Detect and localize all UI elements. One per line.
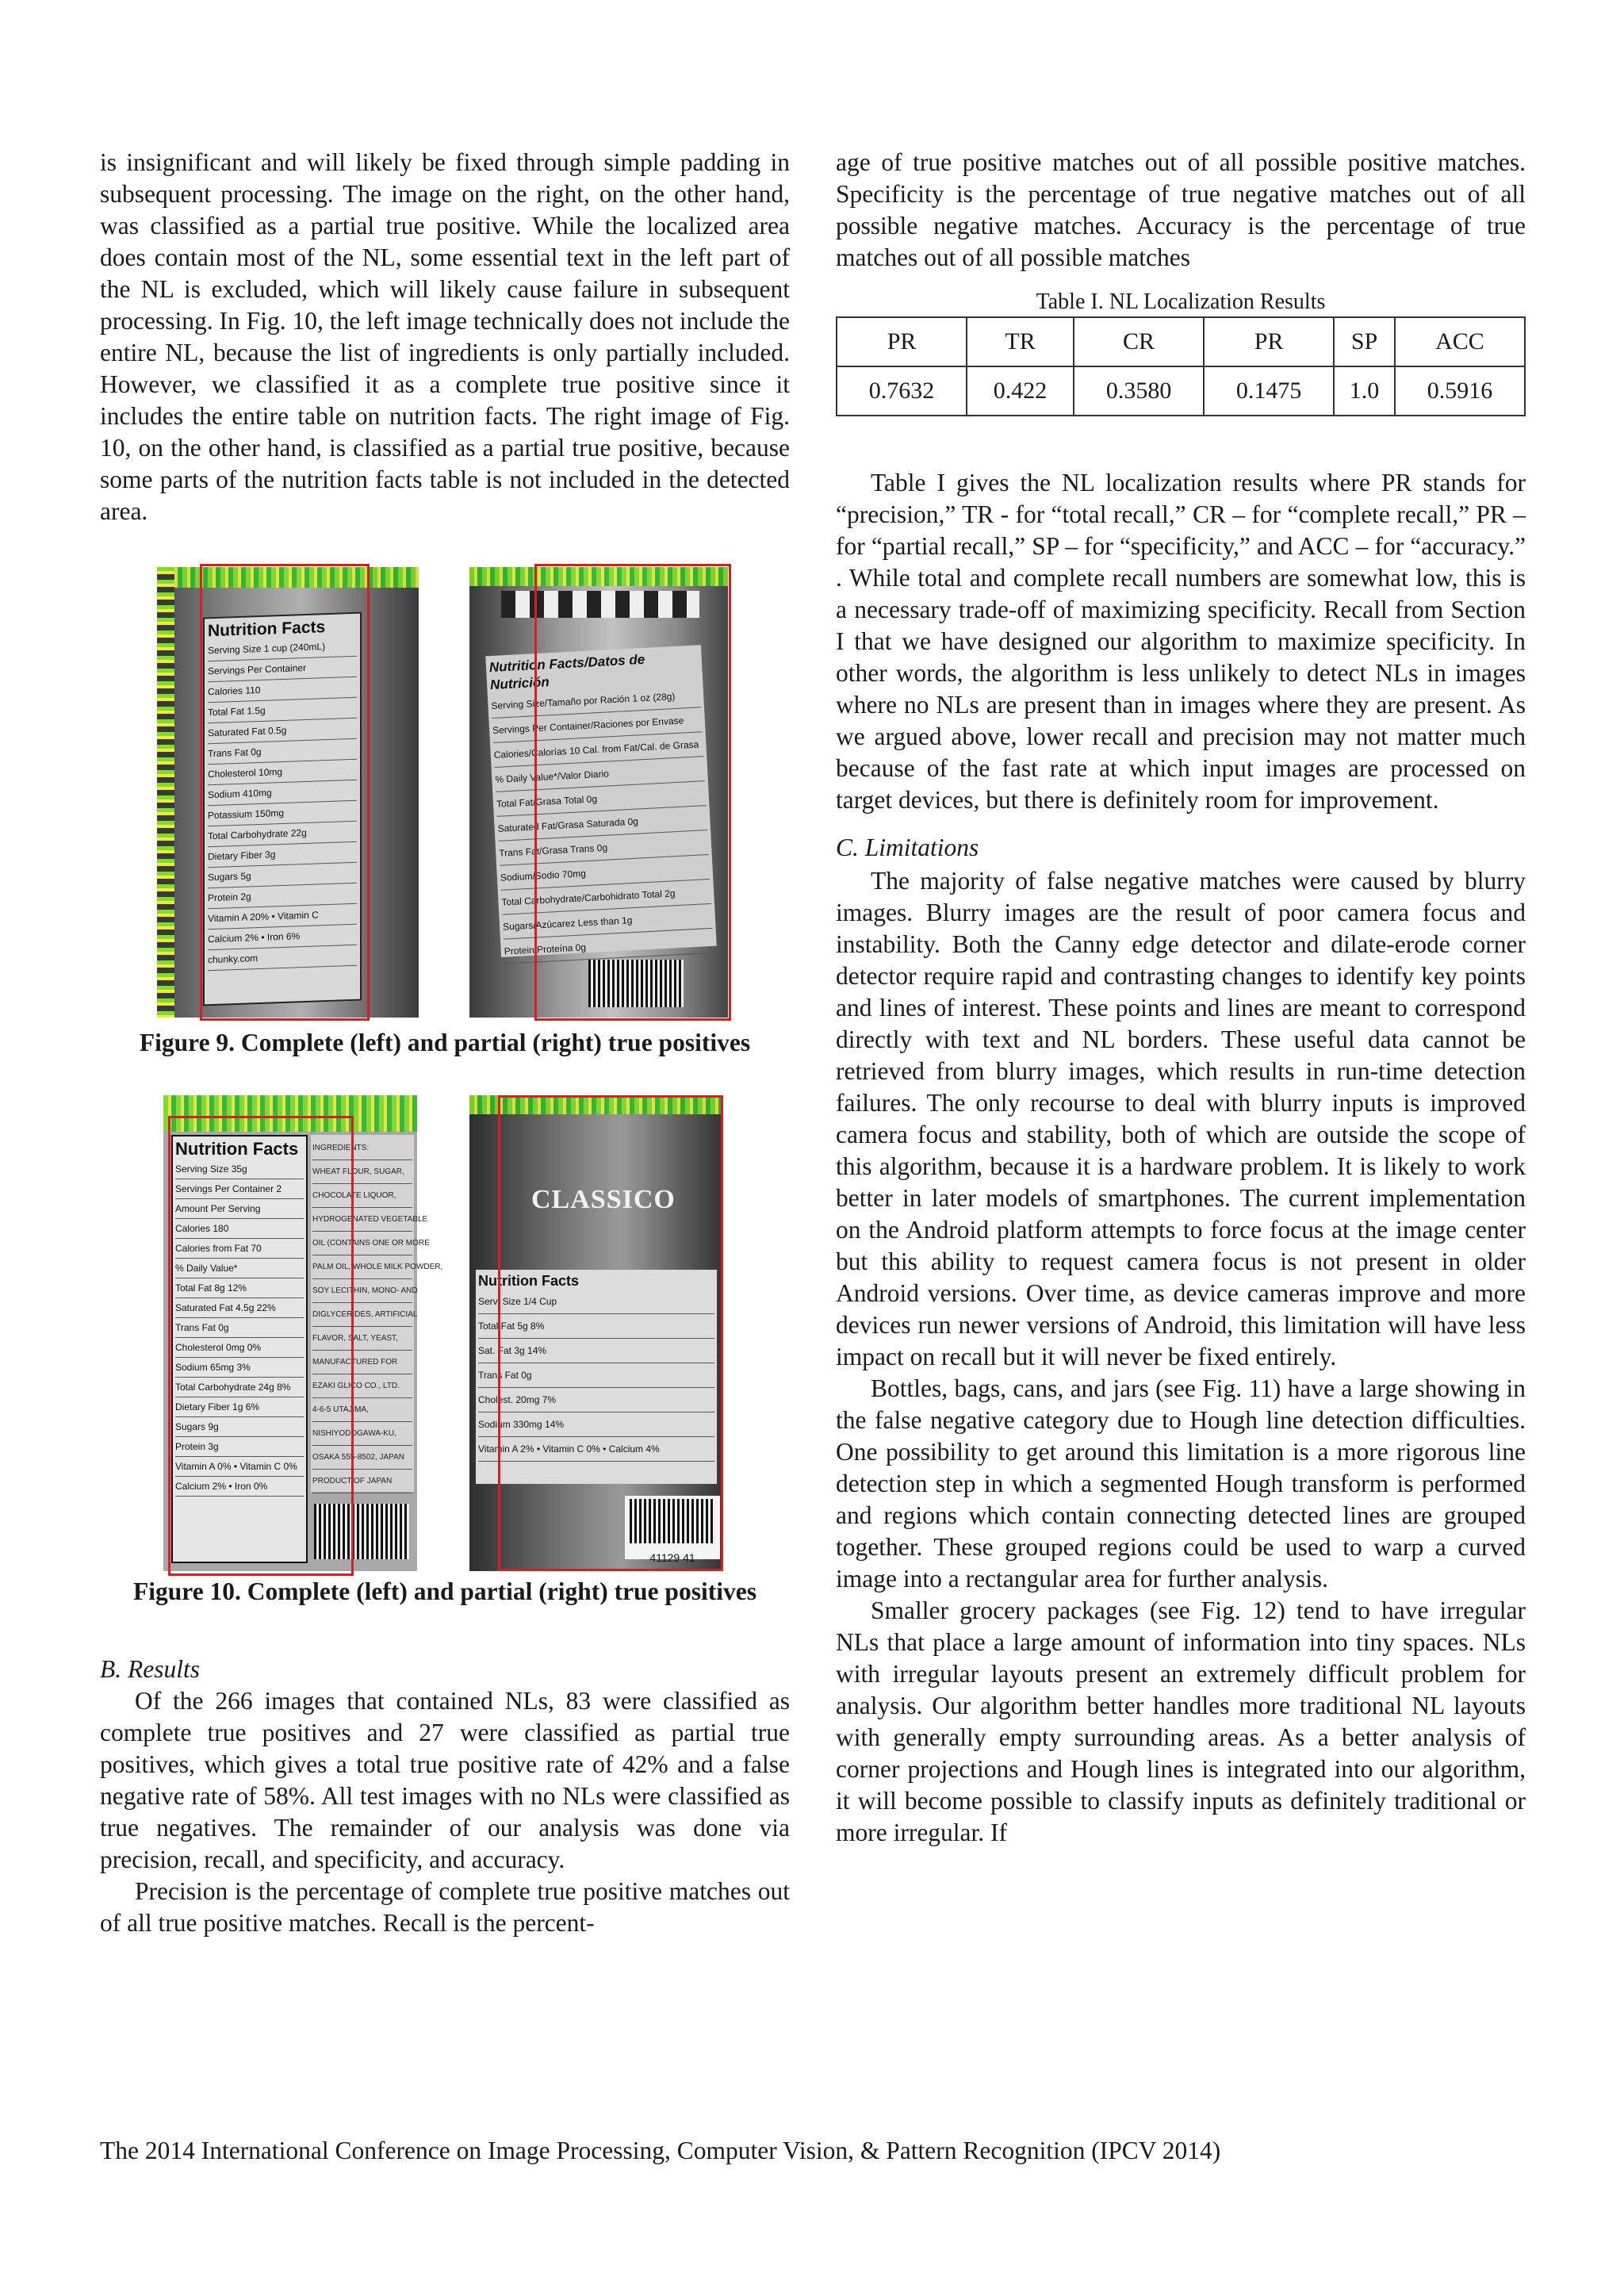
label-line: Total Carbohydrate 24g 8% (175, 1378, 304, 1397)
label-line: Serv. Size 1/4 Cup (478, 1290, 714, 1314)
label-line: HYDROGENATED VEGETABLE (312, 1208, 412, 1232)
fig9-right-detection-box (534, 564, 731, 1021)
paragraph: age of true positive matches out of all possible positive matches. Specificity is the percentage of true negative matches out of all possible negative matches. Accuracy is the percentage of true matches out of all possible matches (836, 148, 1526, 271)
label-line: Cholesterol 0mg 0% (175, 1338, 304, 1358)
section-heading: B. Results (100, 1655, 200, 1683)
label-line: Amount Per Serving (175, 1199, 304, 1219)
label-line: Trans Fat/Grasa Trans 0g (498, 830, 708, 866)
label-line: SOY LECITHIN, MONO- AND (312, 1279, 412, 1303)
label-line: % Daily Value*/Valor Diario (495, 757, 705, 792)
figure-9 (100, 559, 790, 1067)
label-line: Trans Fat 0g (478, 1363, 714, 1388)
table-caption: Table I. NL Localization Results (1036, 289, 1326, 314)
label-line: Servings Per Container (208, 657, 357, 683)
figure-10 (100, 1079, 790, 1619)
paragraph: Table I gives the NL localization results where PR stands for “precision,” TR - for “total recall,” CR – for “complete recall,” PR – for “partial recall,” SP – for “specificity,” and ACC – for “accuracy.” . While total and complete recall numbers are somewhat low, this is a necessary trade-off of maximizing specificity. Recall from Section I that we have designed our algorithm to maximize specificity. In other words, the algorithm is less unlikely to detect NLs in images where no NLs are present than in images where they are present. As we argued above, lower recall and precision may not matter much because of the fast rate at which input images are processed on target devices, but there is definitely room for improvement. (836, 469, 1526, 814)
table-header: SP (1334, 317, 1395, 366)
table-header: ACC (1395, 317, 1525, 366)
label-line: PRODUCT OF JAPAN (312, 1470, 412, 1493)
label-line: Dietary Fiber 1g 6% (175, 1397, 304, 1417)
label-line: Cholest. 20mg 7% (478, 1388, 714, 1412)
label-line: Vitamin A 20% • Vitamin C (208, 904, 357, 930)
label-line: Servings Per Container 2 (175, 1179, 304, 1199)
label-line: Protein 3g (175, 1437, 304, 1457)
table-cell: 0.5916 (1395, 366, 1525, 416)
label-line: Trans Fat 0g (208, 739, 357, 765)
label-title: Nutrition Facts (478, 1273, 580, 1289)
figure-caption: Figure 9. Complete (left) and partial (right) true positives (139, 1029, 751, 1056)
barcode-number: 41129 41 (649, 1551, 695, 1564)
fig9-left-detection-box (200, 564, 370, 1021)
label-line: Sodium 330mg 14% (478, 1412, 714, 1437)
table-header: TR (967, 317, 1074, 366)
label-line: chunky.com (208, 945, 357, 972)
table-cell: 0.3580 (1074, 366, 1204, 416)
table-header: PR (1204, 317, 1334, 366)
table-header: PR (837, 317, 967, 366)
label-line: DIGLYCERIDES, ARTIFICIAL (312, 1303, 412, 1327)
label-line: Calories/Calorías 10 Cal. from Fat/Cal. de Grasa (493, 732, 703, 768)
table-cell: 1.0 (1334, 366, 1395, 416)
table-header-row (837, 317, 1525, 366)
label-line: MANUFACTURED FOR (312, 1351, 412, 1374)
label-line: Sugars/Azúcarez Less than 1g (502, 904, 712, 940)
label-title: Nutrition Facts (208, 618, 326, 641)
label-line: Total Fat 1.5g (208, 698, 357, 724)
paragraph: Precision is the percentage of complete true positive matches out of all true positive matches. Recall is the percent- (100, 1877, 790, 1937)
label-line: Calcium 2% • Iron 6% (208, 925, 357, 951)
paragraph: The majority of false negative matches were caused by blurry images. Blurry images are the result of poor camera focus and instability. Both the Canny edge detector and dilate-erode corner detector require rapid and contrasting changes to identify key points and lines of interest. These points and lines are meant to correspond directly with text and NL borders. These useful data cannot be retrieved from blurry images, which results in run-time detection failures. The only recourse to deal with blurry inputs is improved camera focus and stability, both of which are outside the scope of this algorithm, because it is a hardware problem. It is likely to work better in later models of smartphones. The current implementation on the Android platform attempts to force focus at the image center but this ability to request camera focus is not present in older Android versions. Over time, as device cameras improve and more devices run newer versions of Android, this limitation will have less impact on recall but it will never be fixed entirely. (836, 867, 1526, 1370)
label-line: Saturated Fat 0.5g (208, 719, 357, 745)
label-line: Dietary Fiber 3g (208, 842, 357, 868)
label-line: NISHIYODOGAWA-KU, (312, 1422, 412, 1446)
fig10-left-detection-box (168, 1116, 354, 1576)
label-line: Serving Size 35g (175, 1159, 304, 1179)
left-column (100, 147, 790, 1939)
label-line: 4-6-5 UTAJIMA, (312, 1398, 412, 1422)
label-line: Sugars 5g (208, 863, 357, 889)
table-header: CR (1074, 317, 1204, 366)
label-line: Total Carbohydrate 22g (208, 822, 357, 848)
fig10-right-detection-box (498, 1095, 723, 1571)
label-line: Vitamin A 2% • Vitamin C 0% • Calcium 4% (478, 1437, 714, 1462)
page-footer: The 2014 International Conference on Image Processing, Computer Vision, & Pattern Recognition (IPCV 2014) (100, 2137, 1221, 2164)
label-line: Protein/Proteína 0g (504, 929, 714, 964)
label-line: INGREDIENTS: (312, 1137, 412, 1160)
label-line: Calories 110 (208, 677, 357, 703)
label-line: Calories 180 (175, 1219, 304, 1239)
paragraph: Bottles, bags, cans, and jars (see Fig. 11) have a large showing in the false negative category due to Hough line detection difficulties. One possibility to get around this limitation is a more rigorous line detection step in which a segmented Hough transform is performed and regions which contain connecting detected lines are grouped together. These grouped regions could be used to warp a curved image into a rectangular area for further analysis. (836, 1374, 1526, 1593)
label-line: Saturated Fat/Grasa Saturada 0g (497, 806, 707, 841)
label-line: Serving Size 1 cup (240mL) (208, 636, 357, 662)
brand-logo: CLASSICO (531, 1185, 676, 1214)
label-line: Total Fat 8g 12% (175, 1278, 304, 1298)
label-line: CHOCOLATE LIQUOR, (312, 1184, 412, 1208)
table-row (837, 366, 1525, 416)
label-line: FLAVOR, SALT, YEAST, (312, 1327, 412, 1351)
label-title: Nutrition Facts (175, 1139, 299, 1159)
label-line: Total Fat 5g 8% (478, 1314, 714, 1339)
paragraph: Of the 266 images that contained NLs, 83 were classified as complete true positives and 27 were classified as partial true positives, which gives a total true positive rate of 42% and a false negative rate of 58%. All test images with no NLs were classified as true negatives. The remainder of our analysis was done via precision, recall, and specificity, and accuracy. (100, 1687, 790, 1873)
right-column (836, 147, 1526, 1849)
section-heading: C. Limitations (836, 834, 979, 861)
label-line: Saturated Fat 4.5g 22% (175, 1298, 304, 1318)
label-line: Vitamin A 0% • Vitamin C 0% (175, 1457, 304, 1477)
label-line: Total Carbohydrate/Carbohidrato Total 2g (501, 880, 711, 915)
label-line: PALM OIL, WHOLE MILK POWDER, (312, 1255, 412, 1279)
figure-caption: Figure 10. Complete (left) and partial (right) true positives (133, 1577, 756, 1605)
label-line: Potassium 150mg (208, 801, 357, 827)
label-line: Calories from Fat 70 (175, 1239, 304, 1259)
label-line: Sodium 410mg (208, 780, 357, 807)
table-cell: 0.1475 (1204, 366, 1334, 416)
label-line: Cholesterol 10mg (208, 760, 357, 786)
label-line: Total Fat/Grasa Total 0g (496, 781, 706, 817)
label-line: Serving Size/Tamaño por Ración 1 oz (28g) (491, 683, 701, 719)
label-line: Calcium 2% • Iron 0% (175, 1477, 304, 1497)
paragraph: is insignificant and will likely be fixed through simple padding in subsequent processing. The image on the right, on the other hand, was classified as a partial true positive. While the localized area does contain most of the NL, some essential text in the left part of the NL is excluded, which will likely cause failure in subsequent processing. In Fig. 10, the left image technically does not include the entire NL, because the list of ingredients is only partially included. However, we classified it as a complete true positive since it includes the entire table on nutrition facts. The right image of Fig. 10, on the other hand, is classified as a partial true positive, because some parts of the nutrition facts table is not included in the detected area. (100, 148, 790, 525)
label-title: Nutrition Facts/Datos de Nutrición (488, 651, 645, 693)
label-line: Sodium 65mg 3% (175, 1358, 304, 1378)
label-line: Protein 2g (208, 884, 357, 910)
label-line: OIL (CONTAINS ONE OR MORE (312, 1232, 412, 1255)
label-line: Servings Per Container/Raciones por Envase (492, 707, 702, 743)
label-line: Trans Fat 0g (175, 1318, 304, 1338)
label-line: OSAKA 555-8502, JAPAN (312, 1446, 412, 1470)
table-cell: 0.7632 (837, 366, 967, 416)
label-line: Sugars 9g (175, 1417, 304, 1437)
label-line: WHEAT FLOUR, SUGAR, (312, 1160, 412, 1184)
label-line: EZAKI GLICO CO., LTD. (312, 1374, 412, 1398)
label-line: Sodium/Sodio 70mg (500, 855, 710, 891)
label-line: Sat. Fat 3g 14% (478, 1339, 714, 1363)
table-cell: 0.422 (967, 366, 1074, 416)
label-line: % Daily Value* (175, 1259, 304, 1278)
results-table (836, 316, 1526, 416)
paragraph: Smaller grocery packages (see Fig. 12) tend to have irregular NLs that place a large amount of information into tiny spaces. NLs with irregular layouts present an extremely difficult problem for analysis. Our algorithm better handles more traditional NL layouts with generally empty surrounding areas. As a better analysis of corner projections and Hough lines is integrated into our algorithm, it will become possible to classify inputs as definitely traditional or more irregular. If (836, 1596, 1526, 1846)
